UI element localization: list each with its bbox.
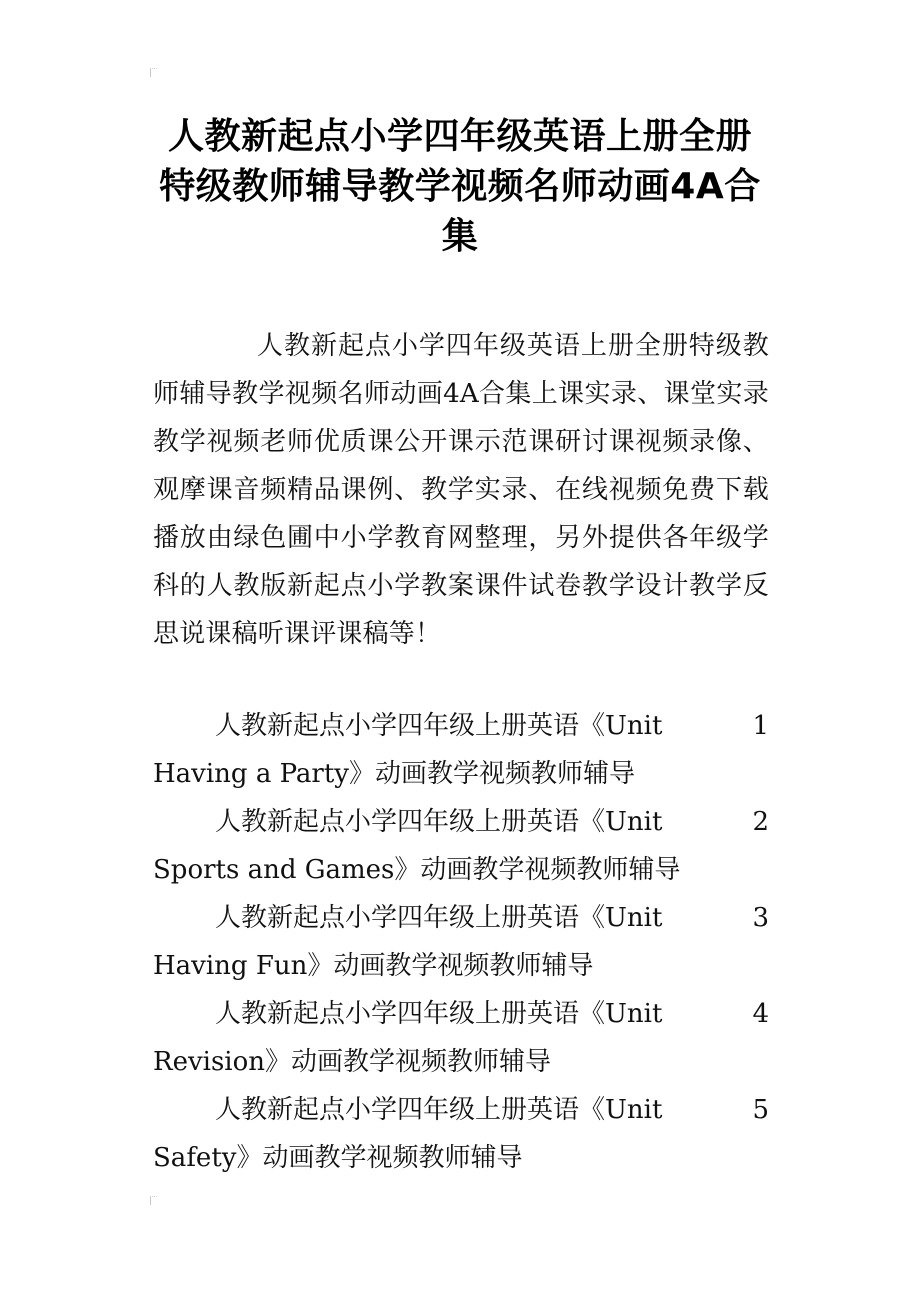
title-line-3: 集: [441, 216, 479, 257]
crop-mark-top: [150, 68, 157, 77]
unit-prefix: 人教新起点小学四年级上册英语《Unit: [215, 999, 663, 1029]
intro-paragraph: 人教新起点小学四年级英语上册全册特级教师辅导教学视频名师动画4A合集上课实录、课堂实录教学视频老师优质课公开课示范课研讨课视频录像、观摩课音频精品课例、教学实录、在线视频免费下载播放由绿色圃中小学教育网整理，另外提供各年级学科的人教版新起点小学教案课件试卷教学设计教学反思说课稿听课评课稿等！: [153, 331, 769, 649]
unit-prefix: 人教新起点小学四年级上册英语《Unit: [215, 903, 663, 933]
unit-title: Revision》动画教学视频教师辅导: [153, 1047, 552, 1077]
unit-number: 3: [752, 903, 769, 933]
unit-item: [153, 894, 769, 990]
unit-number: 2: [752, 807, 769, 837]
unit-item: [153, 798, 769, 894]
unit-number: 1: [752, 711, 769, 741]
unit-prefix: 人教新起点小学四年级上册英语《Unit: [215, 807, 663, 837]
unit-number: 4: [752, 999, 769, 1029]
unit-number: 5: [752, 1095, 769, 1125]
unit-item: [153, 702, 769, 798]
unit-item: [153, 990, 769, 1086]
document-title: [140, 112, 780, 262]
unit-list: [153, 702, 769, 1182]
unit-title: Sports and Games》动画教学视频教师辅导: [153, 855, 681, 885]
crop-mark-bottom: [150, 1196, 157, 1205]
title-line-2: 特级教师辅导教学视频名师动画4A合: [159, 166, 761, 207]
unit-title: Having a Party》动画教学视频教师辅导: [153, 759, 635, 789]
unit-title: Safety》动画教学视频教师辅导: [153, 1143, 523, 1173]
unit-title: Having Fun》动画教学视频教师辅导: [153, 951, 594, 981]
unit-item: [153, 1086, 769, 1182]
unit-prefix: 人教新起点小学四年级上册英语《Unit: [215, 1095, 663, 1125]
unit-prefix: 人教新起点小学四年级上册英语《Unit: [215, 711, 663, 741]
title-line-1: 人教新起点小学四年级英语上册全册: [167, 116, 752, 157]
